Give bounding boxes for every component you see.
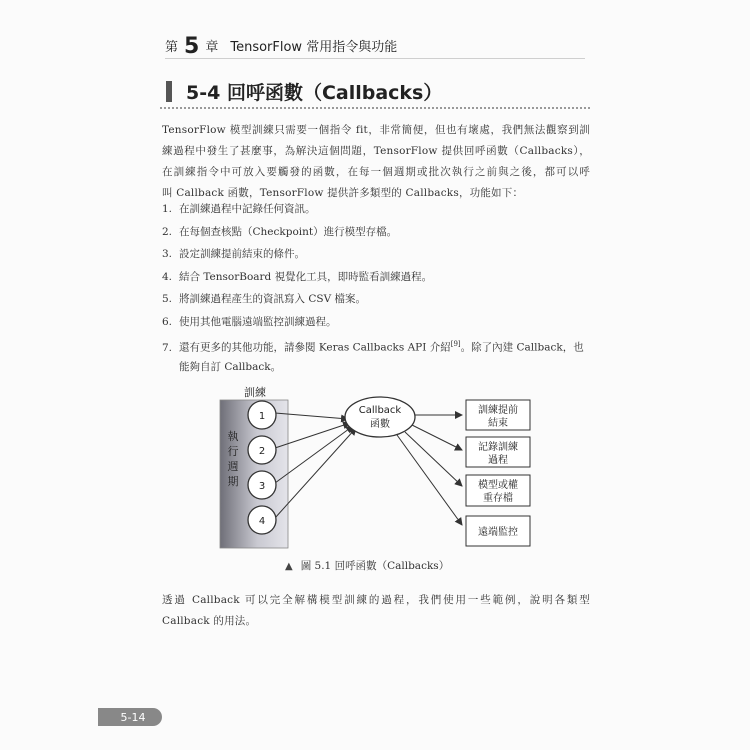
paragraph-line: 叫 Callback 函數，TensorFlow 提供許多類型的 Callbacks，功能如下： — [162, 187, 524, 199]
page-number-tab — [98, 708, 162, 726]
outro-paragraph — [162, 590, 590, 632]
section-title-text: 5-4 回呼函數（Callbacks） — [186, 81, 443, 104]
chapter-header — [165, 32, 585, 59]
list-number: 5. — [162, 293, 173, 305]
figure-caption — [285, 558, 485, 574]
list-number: 1. — [162, 203, 173, 215]
callback-diagram — [200, 380, 560, 550]
feature-list — [162, 198, 590, 373]
paragraph-line: 練過程中發生了甚麼事，為解決這個問題，TensorFlow 提供回呼函數（Callbacks）， — [162, 145, 590, 157]
list-item — [162, 266, 590, 289]
list-number: 2. — [162, 225, 173, 238]
list-item — [162, 288, 590, 311]
callback-ellipse — [345, 397, 415, 437]
paragraph-line: 透過 Callback 可以完全解構模型訓練的過程，我們使用一些範例，說明各類型 — [162, 594, 590, 606]
output-label: 模型或權 — [478, 480, 518, 491]
paragraph-line: TensorFlow 模型訓練只需要一個指令 fit，非常簡便，但也有壞處，我們無法觀察到訓 — [162, 124, 590, 136]
output-label: 遠端監控 — [478, 527, 518, 538]
list-item — [162, 243, 590, 266]
intro-paragraph — [162, 120, 590, 204]
output-label: 過程 — [488, 455, 508, 466]
node-label: 1 — [258, 411, 266, 422]
list-number: 6. — [162, 315, 173, 328]
chapter-title: TensorFlow 常用指令與功能 — [230, 40, 398, 55]
section-marker-bar — [166, 81, 172, 102]
callback-label: 函數 — [370, 419, 390, 430]
caption-triangle-icon: ▲ — [285, 561, 293, 572]
arrow-callback-output4 — [397, 435, 462, 525]
output-label: 重存檔 — [483, 493, 513, 504]
list-text: 在每個查核點（Checkpoint）進行模型存檔。 — [179, 225, 398, 238]
chapter-prefix: 第 — [165, 40, 179, 55]
list-number: 4. — [162, 270, 173, 283]
list-text: 將訓練過程產生的資訊寫入 CSV 檔案。 — [179, 293, 366, 305]
cycle-label-char: 期 — [227, 475, 239, 488]
node-label: 3 — [258, 481, 266, 492]
output-label: 記錄訓練 — [478, 442, 518, 453]
list-text: 使用其他電腦遠端監控訓練過程。 — [179, 315, 337, 328]
chapter-number: 5 — [184, 34, 200, 59]
list-item — [162, 221, 590, 244]
chapter-suffix: 章 — [205, 40, 219, 55]
list-number: 7. — [162, 341, 173, 354]
paragraph-line: 在訓練指令中可放入要觸發的函數，在每一個週期或批次執行之前與之後，都可以呼 — [162, 166, 590, 178]
node-label: 4 — [258, 516, 266, 527]
list-text-continuation: 能夠自訂 Callback。 — [179, 360, 282, 373]
paragraph-line: Callback 的用法。 — [162, 615, 257, 627]
header-divider — [165, 58, 585, 59]
list-text: 還有更多的其他功能，請參閱 Keras Callbacks API 介紹 — [179, 341, 451, 354]
output-label: 結束 — [488, 418, 508, 429]
arrow-callback-output3 — [405, 432, 462, 486]
page-number: 5-14 — [120, 710, 146, 724]
cycle-label-char: 週 — [227, 460, 239, 473]
caption-text: 圖 5.1 回呼函數（Callbacks） — [300, 560, 450, 572]
output-label: 訓練提前 — [478, 405, 518, 416]
list-text: 結合 TensorBoard 視覺化工具，即時監看訓練過程。 — [179, 270, 433, 283]
node-label: 2 — [258, 446, 266, 457]
train-label: 訓練 — [244, 386, 266, 399]
list-text: 。除了內建 Callback，也 — [460, 341, 584, 354]
list-number: 3. — [162, 248, 173, 260]
section-divider — [160, 107, 590, 109]
cycle-label-char: 行 — [227, 445, 239, 458]
list-item — [162, 311, 590, 334]
cycle-label-char: 執 — [227, 430, 239, 443]
list-item — [162, 333, 590, 373]
list-text: 設定訓練提前結束的條件。 — [179, 248, 305, 260]
callback-label: Callback — [358, 405, 402, 416]
list-item — [162, 198, 590, 221]
list-text: 在訓練過程中記錄任何資訊。 — [179, 203, 316, 215]
section-title — [160, 76, 590, 106]
reference-marker: [9] — [450, 340, 461, 348]
